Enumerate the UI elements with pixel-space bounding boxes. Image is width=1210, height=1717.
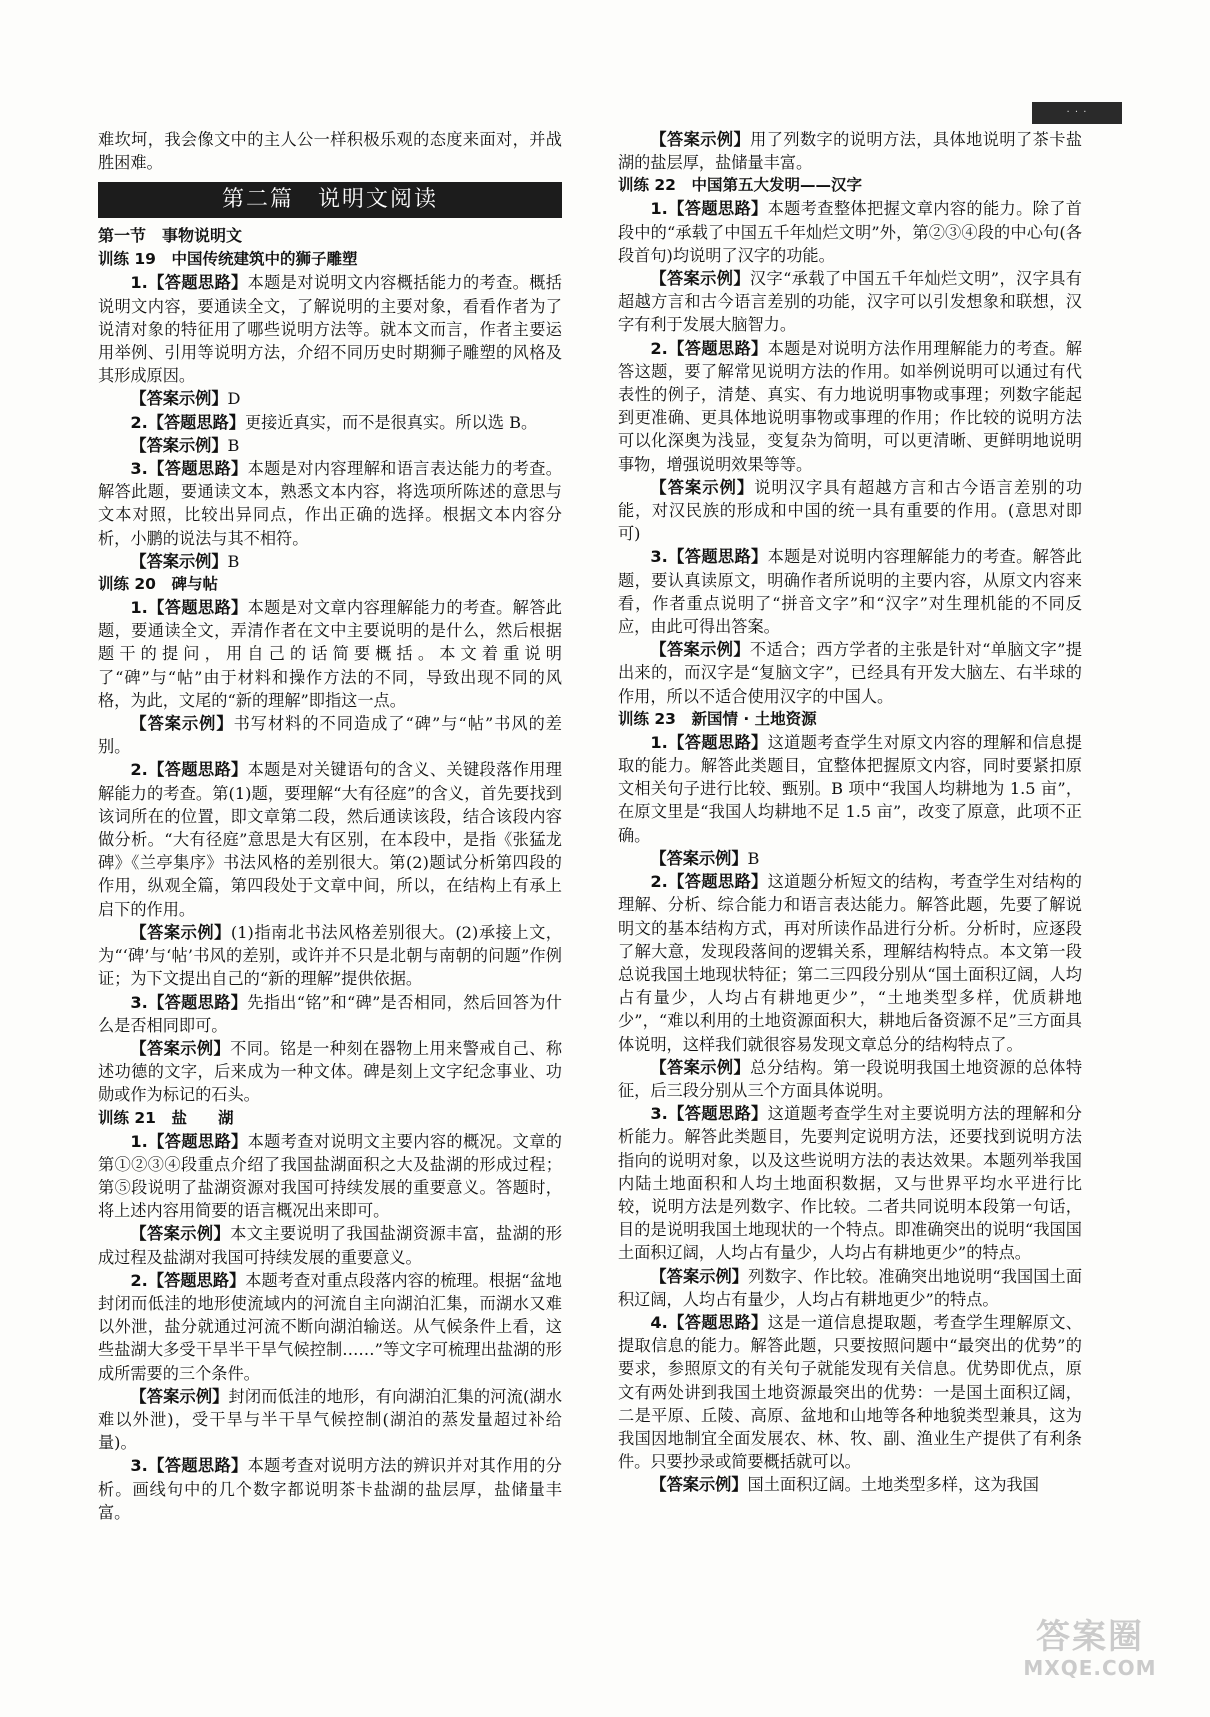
watermark-text: 答案圈 <box>1036 1617 1144 1657</box>
text: 列数字、作比较。准确突出地说明“我国国土面积辽阔，人均占有量少，人均占有耕地更少”的特点。 <box>618 1266 1083 1309</box>
text: 更接近真实，而不是很真实。所以选 B。 <box>244 412 538 432</box>
label: 3.【答题思路】 <box>650 547 768 567</box>
training-heading: 训练 23 新国情 · 土地资源 <box>618 709 817 728</box>
label: 1.【答题思路】 <box>650 199 768 219</box>
label: 【答案示例】 <box>650 1475 748 1495</box>
part-banner: 第二篇 说明文阅读 <box>98 182 562 218</box>
label: 【答案示例】 <box>130 551 228 571</box>
text: 本题是对说明文内容概括能力的考查。概括说明文内容，要通读全文，了解说明的主要对象，看看作者为了说清对象的特征用了哪些说明方法等。就本文而言，作者主要运用举例、引用等说明方法，介绍不同历史时期狮子雕塑的风格及其形成原因。 <box>98 273 562 386</box>
answer-example <box>618 128 1082 174</box>
label: 1.【答题思路】 <box>130 273 248 293</box>
answer-example <box>618 476 1082 546</box>
text: 总分结构。第一段说明我国土地资源的总体特征，后三段分别从三个方面具体说明。 <box>618 1057 1083 1100</box>
answer-approach <box>618 337 1082 476</box>
text: B <box>227 551 240 571</box>
label: 【答案示例】 <box>650 1266 749 1286</box>
text: 本文主要说明了我国盐湖资源丰富，盐湖的形成过程及盐湖对我国可持续发展的重要意义。 <box>98 1224 563 1267</box>
text: 本题是对内容理解和语言表达能力的考查。解答此题，要通读文本，熟悉文本内容，将选项所陈述的意思与文本对照，比较出异同点，作出正确的选择。根据文本内容分析，小鹏的说法与其不相符。 <box>98 459 562 548</box>
watermark-logo <box>1010 1617 1170 1687</box>
text: D <box>227 389 241 409</box>
answer-approach <box>618 1311 1082 1473</box>
answer-approach <box>98 457 562 550</box>
label: 1.【答题思路】 <box>130 1131 248 1151</box>
label: 3.【答题思路】 <box>130 992 248 1012</box>
text: 本题是对关键语句的含义、关键段落作用理解能力的考查。第(1)题，要理解“大有径庭”的含义，首先要找到该词所在的位置，即文章第二段，然后通读该段，结合该段内容做分析。“大有径庭”意思是大有区别，在本段中，是指《张猛龙碑》《兰亭集序》书法风格的差别很大。第(2)题试分析第四段的作用，纵观全篇，第四段处于文章中间，所以，在结构上有承上启下的作用。 <box>98 760 562 919</box>
answer-approach <box>98 1454 562 1524</box>
answer-example <box>98 1222 562 1268</box>
text: 不适合；西方学者的主张是针对“单脑文字”提出来的，而汉字是“复脑文字”，已经具有开发大脑左、右半球的作用，所以不适合使用汉字的中国人。 <box>618 640 1082 706</box>
answer-approach <box>98 411 562 434</box>
page-header-tab: · · · <box>1032 102 1122 124</box>
label: 3.【答题思路】 <box>650 1104 768 1124</box>
text: 说明汉字具有超越方言和古今语言差别的功能，对汉民族的形成和中国的统一具有重要的作用。(意思对即可) <box>618 477 1083 544</box>
training-heading: 训练 19 中国传统建筑中的狮子雕塑 <box>98 250 358 269</box>
label: 【答案示例】 <box>650 130 751 149</box>
answer-example <box>618 1265 1082 1311</box>
text: 封闭而低洼的地形，有向湖泊汇集的河流(湖水难以外泄)，受干旱与半干旱气候控制(湖泊的蒸发量超过补给量)。 <box>98 1386 563 1453</box>
answer-example <box>98 550 562 573</box>
text: (1)指南北书法风格差别很大。(2)承接上文，为“‘碑’与‘帖’书风的差别，或许并不只是北朝与南朝的问题”作例证；为下文提出自己的“新的理解”提供依据。 <box>98 922 562 989</box>
label: 【答案示例】 <box>650 477 755 497</box>
label: 【答案示例】 <box>130 389 228 409</box>
label: 【答案示例】 <box>650 848 748 868</box>
label: 3.【答题思路】 <box>130 459 248 479</box>
training-heading: 训练 22 中国第五大发明——汉字 <box>618 176 862 195</box>
label: 【答案示例】 <box>130 922 231 942</box>
paragraph: 难坎坷，我会像文中的主人公一样积极乐观的态度来面对，并战胜困难。 <box>98 130 562 173</box>
label: 2.【答题思路】 <box>130 1270 246 1290</box>
training-heading: 训练 21 盐 湖 <box>98 1108 234 1127</box>
text: 本题考查对说明文主要内容的概况。文章的第①②③④段重点介绍了我国盐湖面积之大及盐湖的形成过程；第⑤段说明了盐湖资源对我国可持续发展的重要意义。答题时，将上述内容用简要的语言概况出来即可。 <box>98 1131 562 1221</box>
training-heading: 训练 20 碑与帖 <box>98 575 218 594</box>
label: 【答案示例】 <box>650 1057 751 1077</box>
text: 本题是对文章内容理解能力的考查。解答此题，要通读全文，弄清作者在文中主要说明的是什么，然后根据题干的提问，用自己的话简要概括。本文着重说明了“碑”与“帖”由于材料和操作方法的不同，导致出现不同的风格，为此，文尾的“新的理解”即指这一点。 <box>98 598 562 710</box>
answer-example <box>98 434 562 457</box>
label: 【答案示例】 <box>650 269 750 289</box>
text: 国土面积辽阔。土地类型多样，这为我国 <box>747 1475 1039 1495</box>
text: 本题考查整体把握文章内容的能力。除了首段中的“承载了中国五千年灿烂文明”外，第②③④段的中心句(各段首句)均说明了汉字的功能。 <box>618 199 1082 265</box>
answer-approach <box>618 545 1082 638</box>
answer-approach <box>98 271 562 387</box>
answer-example <box>98 1385 562 1455</box>
answer-approach <box>98 1269 562 1385</box>
answer-example <box>618 847 1082 870</box>
text: 本题考查对重点段落内容的梳理。根据“盆地封闭而低洼的地形使流域内的河流自主向湖泊汇集，而湖水又难以外泄，盐分就通过河流不断向湖泊输送。从气候条件上看，这些盐湖大多受干旱半干旱气候控制……”等文字可梳理出盐湖的形成所需要的三个条件。 <box>98 1270 562 1383</box>
label: 【答案示例】 <box>130 1386 229 1406</box>
text: 不同。铭是一种刻在器物上用来警戒自己、称述功德的文字，后来成为一种文体。碑是刻上文字纪念事业、功勋或作为标记的石头。 <box>98 1038 563 1105</box>
text: 汉字“承载了中国五千年灿烂文明”，汉字具有超越方言和古今语言差别的功能，汉字可以引发想象和联想，汉字有利于发展大脑智力。 <box>618 269 1082 335</box>
label: 1.【答题思路】 <box>130 598 248 618</box>
answer-example <box>618 1473 1082 1496</box>
answer-example <box>98 387 562 410</box>
text: 这道题考查学生对原文内容的理解和信息提取的能力。解答此类题目，宜整体把握原文内容，同时要紧扣原文相关句子进行比较、甄别。B 项中“我国人均耕地为 1.5 亩”，在原文里是“我国人均耕地不足 1.5 亩”，改变了原意，此项不正确。 <box>618 732 1082 845</box>
text: 本题是对说明方法作用理解能力的考查。解答这题，要了解常见说明方法的作用。如举例说明可以通过有代表性的例子，清楚、真实、有力地说明事物或事理；列数字能起到更准确、更具体地说明事物或事理的作用；作比较的说明方法可以化深奥为浅显，变复杂为简明，可以更清晰、更鲜明地说明事物，增强说明效果等等。 <box>618 338 1082 474</box>
text: 这道题考查学生对主要说明方法的理解和分析能力。解答此类题目，先要判定说明方法，还要找到说明方法指向的说明对象，以及这些说明方法的表达效果。本题列举我国内陆土地面积和人均土地面积数据，又与世界平均水平进行比较，说明方法是列数字、作比较。二者共同说明本段第一句话，目的是说明我国土地现状的一个特点。即准确突出的说明“我国国土面积辽阔，人均占有量少，人均占有耕地更少”的特点。 <box>618 1104 1082 1263</box>
answer-approach <box>98 1130 562 1223</box>
label: 【答案示例】 <box>130 714 234 734</box>
answer-approach <box>618 197 1082 267</box>
label: 2.【答题思路】 <box>130 412 245 432</box>
label: 【答案示例】 <box>130 435 228 455</box>
label: 2.【答题思路】 <box>130 760 248 780</box>
answer-approach <box>98 596 562 712</box>
text: 这道题分析短文的结构，考查学生对结构的理解、分析、综合能力和语言表达能力。解答此题，先要了解说明文的基本结构方式，再对所读作品进行分析。分析时，应逐段了解大意，发现段落间的逻辑关系，理解结构特点。本文第一段总说我国土地现状特征；第二三四段分别从“国土面积辽阔，人均占有量少，人均占有耕地更少”，“土地类型多样，优质耕地少”，“难以利用的土地资源面积大，耕地后备资源不足”三方面具体说明，这样我们就很容易发现文章总分的结构特点了。 <box>618 872 1082 1054</box>
left-column <box>98 128 562 1524</box>
answer-example <box>618 638 1082 708</box>
label: 2.【答题思路】 <box>650 872 768 892</box>
answer-example <box>98 712 562 758</box>
answer-example <box>618 1056 1082 1102</box>
right-column <box>618 128 1082 1497</box>
text: B <box>747 848 760 868</box>
text: 书写材料的不同造成了“碑”与“帖”书风的差别。 <box>98 714 562 757</box>
label: 【答案示例】 <box>130 1038 231 1058</box>
answer-approach <box>98 991 562 1037</box>
answer-example <box>618 267 1082 337</box>
watermark-url: MXQE.COM <box>1023 1656 1157 1680</box>
answer-example <box>98 921 562 991</box>
text: 本题是对说明内容理解能力的考查。解答此题，要认真读原文，明确作者所说明的主要内容，从原文内容来看，作者重点说明了“拼音文字”和“汉字”对生理机能的不同反应，由此可得出答案。 <box>618 547 1082 637</box>
label: 【答案示例】 <box>650 640 750 660</box>
text: 用了列数字的说明方法，具体地说明了茶卡盐湖的盐层厚，盐储量丰富。 <box>618 130 1083 173</box>
label: 【答案示例】 <box>130 1224 231 1244</box>
label: 2.【答题思路】 <box>650 338 768 358</box>
text: 先指出“铭”和“碑”是否相同，然后回答为什么是否相同即可。 <box>98 992 562 1035</box>
answer-example <box>98 1037 562 1107</box>
answer-approach <box>618 870 1082 1056</box>
label: 3.【答题思路】 <box>130 1456 248 1476</box>
label: 4.【答题思路】 <box>650 1312 768 1332</box>
label: 1.【答题思路】 <box>650 732 768 752</box>
text: 本题考查对说明方法的辨识并对其作用的分析。画线句中的几个数字都说明茶卡盐湖的盐层厚，盐储量丰富。 <box>98 1456 562 1522</box>
answer-approach <box>98 758 562 920</box>
text: 这是一道信息提取题，考查学生理解原文、提取信息的能力。解答此题，只要按照问题中“最突出的优势”的要求，参照原文的有关句子就能发现有关信息。优势即优点，原文有两处讲到我国土地资源最突出的优势：一是国土面积辽阔，二是平原、丘陵、高原、盆地和山地等各种地貌类型兼具，这为我国因地制宜全面发展农、林、牧、副、渔业生产提供了有利条件。只要抄录或简要概括就可以。 <box>618 1312 1082 1472</box>
answer-approach <box>618 1102 1082 1264</box>
text: B <box>227 435 240 455</box>
answer-approach <box>618 731 1082 847</box>
section-title: 第一节 事物说明文 <box>98 226 243 246</box>
